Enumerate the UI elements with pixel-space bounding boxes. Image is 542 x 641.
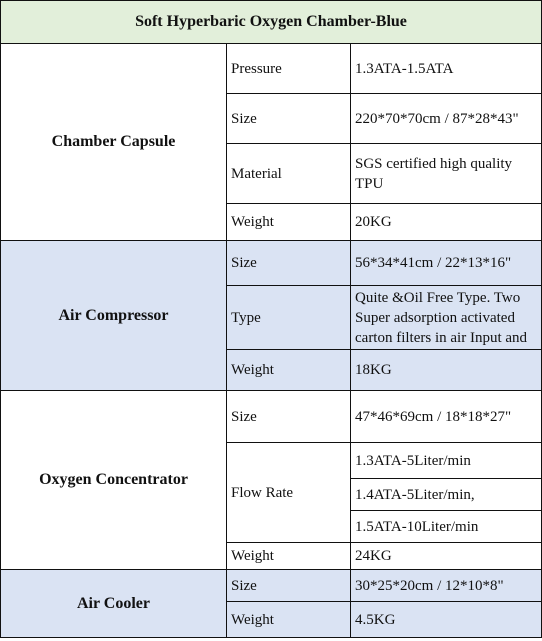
value-line: carton filters in air Input and <box>355 329 528 346</box>
value-line: TPU <box>355 175 384 192</box>
attr-value <box>351 94 542 144</box>
attr-label: Pressure <box>227 44 351 94</box>
value-line: Super adsorption activated <box>355 309 515 326</box>
attr-label: Flow Rate <box>227 443 351 543</box>
attr-value <box>351 479 542 511</box>
table-row <box>1 44 542 94</box>
attr-value <box>351 511 542 543</box>
group-label-oxygen-concentrator: Oxygen Concentrator <box>1 391 227 570</box>
attr-label: Size <box>227 570 351 602</box>
attr-value <box>351 44 542 94</box>
attr-value <box>351 570 542 602</box>
value-line: 56*34*41cm / 22*13*16" <box>355 255 512 271</box>
table-title: Soft Hyperbaric Oxygen Chamber-Blue <box>1 1 542 44</box>
attr-value <box>351 543 542 570</box>
value-line: SGS certified high quality <box>355 155 513 172</box>
attr-value <box>351 286 542 350</box>
title-row <box>1 1 542 44</box>
table-row <box>1 241 542 286</box>
value-line: Quite &Oil Free Type. Two <box>355 289 521 306</box>
group-label-air-compressor: Air Compressor <box>1 241 227 391</box>
value-line: 30*25*20cm / 12*10*8" <box>355 577 504 594</box>
value-line: 1.3ATA-5Liter/min <box>355 452 471 469</box>
group-label-chamber-capsule: Chamber Capsule <box>1 44 227 241</box>
attr-label: Weight <box>227 204 351 241</box>
value-line: 1.5ATA-10Liter/min <box>355 518 479 535</box>
table-row <box>1 570 542 602</box>
value-line: 18KG <box>355 362 392 378</box>
attr-label: Type <box>227 286 351 350</box>
value-line: 4.5KG <box>355 611 396 628</box>
attr-value <box>351 443 542 479</box>
value-line: 220*70*70cm / 87*28*43" <box>355 110 519 127</box>
attr-value <box>351 204 542 241</box>
attr-label: Weight <box>227 543 351 570</box>
group-label-air-cooler: Air Cooler <box>1 570 227 638</box>
attr-label: Size <box>227 241 351 286</box>
attr-value <box>351 144 542 204</box>
value-line: 1.3ATA-1.5ATA <box>355 60 454 77</box>
attr-value <box>351 241 542 286</box>
table-row <box>1 391 542 443</box>
attr-label: Size <box>227 391 351 443</box>
attr-value <box>351 350 542 391</box>
value-line: 24KG <box>355 548 392 564</box>
value-line: 1.4ATA-5Liter/min, <box>355 486 475 503</box>
attr-label: Weight <box>227 350 351 391</box>
value-line: 47*46*69cm / 18*18*27" <box>355 408 512 425</box>
attr-label: Weight <box>227 602 351 638</box>
attr-value <box>351 602 542 638</box>
value-line: 20KG <box>355 214 392 230</box>
attr-value <box>351 391 542 443</box>
attr-label: Size <box>227 94 351 144</box>
attr-label: Material <box>227 144 351 204</box>
